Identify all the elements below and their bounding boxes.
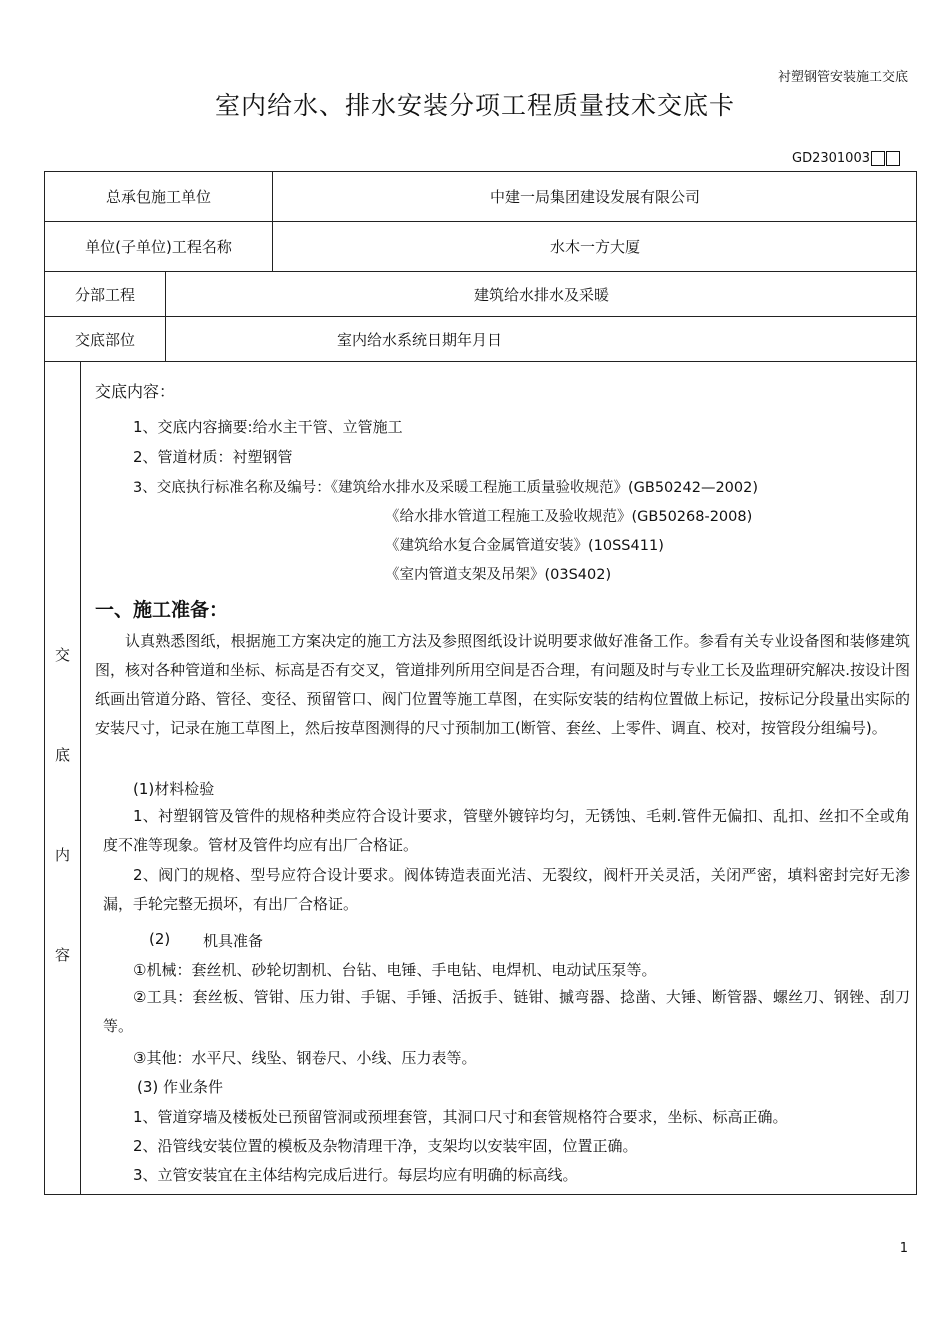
table-row-contractor (45, 172, 916, 222)
table-row-part (45, 317, 916, 362)
disclosure-table (44, 171, 917, 1195)
project-value: 水木一方大厦 (549, 238, 640, 256)
subsection-heading: 机具准备 (203, 932, 264, 950)
list-item: 2、沿管线安装位置的模板及杂物清理干净，支架均以安装牢固，位置正确。 (133, 1137, 638, 1155)
list-item: 3、立管安装宜在主体结构完成后进行。每层均应有明确的标高线。 (133, 1166, 578, 1184)
content-item: 1、交底内容摘要:给水主干管、立管施工 (133, 418, 403, 436)
content-item: 3、交底执行标准名称及编号：《建筑给水排水及采暖工程施工质量验收规范》(GB50242—2002) (133, 480, 758, 496)
contractor-value: 中建一局集团建设发展有限公司 (489, 188, 700, 206)
paragraph: ②工具：套丝板、管钳、压力钳、手锯、手锤、活扳手、链钳、摵弯器、捻凿、大锤、断管器、螺丝刀、钢锉、刮刀等。 (103, 988, 910, 1035)
content-heading: 交底内容： (95, 382, 176, 401)
document-header-note: 衬塑钢管安装施工交底 (777, 70, 908, 85)
document-code-text: GD2301003 (792, 151, 870, 166)
document-title: 室内给水、排水安装分项工程质量技术交底卡 (214, 91, 735, 120)
side-char: 底 (55, 746, 71, 764)
page-number: 1 (899, 1241, 908, 1256)
part-value: 室内给水系统日期年月日 (337, 330, 503, 349)
table-row-project (45, 222, 916, 272)
subsection-heading: (3) 作业条件 (137, 1078, 224, 1096)
project-label: 单位(子单位)工程名称 (85, 238, 232, 256)
content-item: 2、管道材质：衬塑钢管 (133, 448, 293, 466)
list-item: 1、管道穿墙及楼板处已预留管洞或预埋套管，其洞口尺寸和套管规格符合要求，坐标、标高正确。 (133, 1108, 788, 1126)
side-char: 容 (55, 946, 71, 964)
table-row-division (45, 272, 916, 317)
paragraph: 认真熟悉图纸，根据施工方案决定的施工方法及参照图纸设计说明要求做好准备工作。参看有关专业设备图和装修建筑图，核对各种管道和坐标、标高是否有交叉，管道排列所用空间是否合理，有问题及时与专业工长及监理研究解决.按设计图纸画出管道分路、管径、变径、预留管口、阀门位置等施工草图，在实际安装的结构位置做上标记，按标记分段量出实际的安装尺寸，记录在施工草图上，然后按草图测得的尺寸预制加工(断管、套丝、上零件、调直、校对，按管段分组编号)。 (95, 632, 910, 737)
document-code (792, 151, 900, 166)
side-char: 内 (55, 846, 71, 864)
checkbox-icon (871, 151, 885, 166)
contractor-label: 总承包施工单位 (105, 188, 211, 206)
standard-ref: 《给水排水管道工程施工及验收规范》(GB50268-2008) (385, 509, 753, 525)
part-label: 交底部位 (74, 330, 135, 349)
standard-ref: 《建筑给水复合金属管道安装》(10SS411) (385, 538, 664, 554)
subsection-number: (2) (149, 930, 171, 948)
section-heading: 一、施工准备： (95, 599, 229, 621)
list-item: ①机械：套丝机、砂轮切割机、台钻、电锤、手电钻、电焊机、电动试压泵等。 (133, 961, 657, 979)
subsection-heading: (1)材料检验 (133, 780, 215, 798)
paragraph: 1、衬塑钢管及管件的规格种类应符合设计要求，管壁外镀锌均匀，无锈蚀、毛刺.管件无偏扣、乱扣、丝扣不全或角度不准等现象。管材及管件均应有出厂合格证。 (103, 807, 910, 854)
content-side-label (45, 362, 81, 1195)
checkbox-icon (886, 151, 900, 166)
standard-ref: 《室内管道支架及吊架》(03S402) (385, 567, 612, 583)
division-value: 建筑给水排水及采暖 (473, 285, 609, 304)
list-item: ③其他：水平尺、线坠、钢卷尺、小线、压力表等。 (133, 1049, 477, 1067)
paragraph: 2、阀门的规格、型号应符合设计要求。阀体铸造表面光洁、无裂纹，阀杆开关灵活，关闭严密，填料密封完好无渗漏，手轮完整无损坏，有出厂合格证。 (103, 866, 910, 913)
division-label: 分部工程 (74, 285, 135, 304)
side-char: 交 (55, 646, 71, 664)
